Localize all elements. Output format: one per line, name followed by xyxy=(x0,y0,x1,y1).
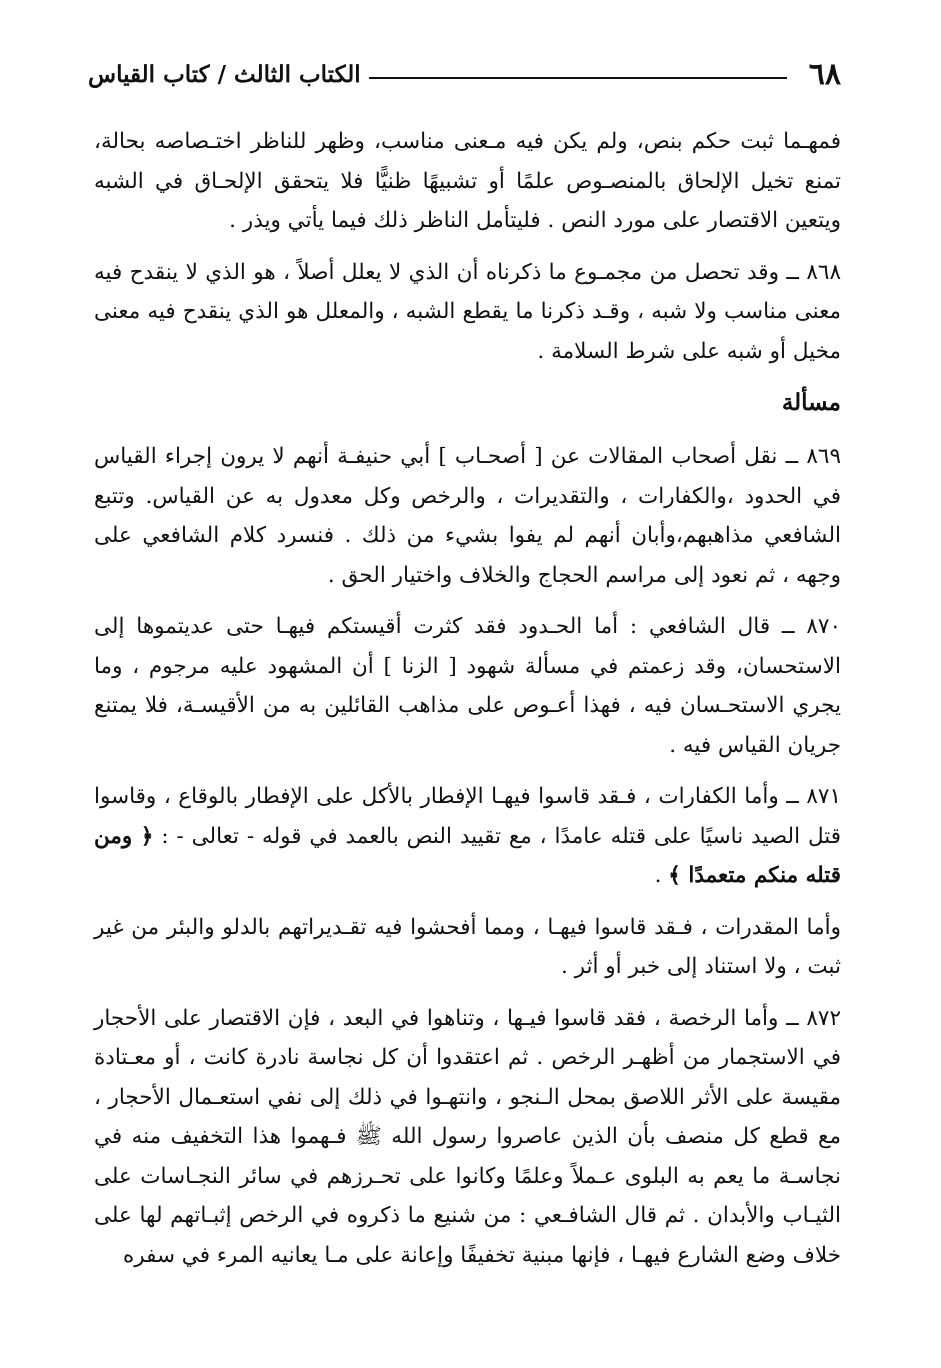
running-title: الكتاب الثالث / كتاب القياس xyxy=(88,60,361,88)
paragraph-872: ٨٧٢ ــ وأما الرخصة ، فقد قاسوا فيـها ، وتناهوا في البعد ، فإن الاقتصار على الأحجار في الاستجمار من أظهـر الرخص . ثم اعتقدوا أن كل نجاسة نادرة كانت ، أو معـتادة مقيسة على الأثر اللاصق بمحل الـنجو ، وانتهـوا في ذلك إلى نفي استعـمال الأحجار ، مع قطع كل منصف بأن الذين عاصروا رسول الله ﷺ فـهموا هذا التخفيف منه في نجاسـة ما يعم به البلوى عـملاً وعلمًا وكانوا على تحـرزهم في سائر النجـاسات على الثيـاب والأبدان . ثم قال الشافـعي : من شنيع ما ذكروه في الرخص إثبـاتهم لها على خلاف وضع الشارع فيهـا ، فإنها مبنية تخفيفًا وإعانة على مـا يعانيه المرء في سفره xyxy=(94,1005,841,1268)
page-number: ٦٨ xyxy=(808,56,841,92)
section-heading: مسألة xyxy=(781,389,841,416)
page-body xyxy=(94,122,841,1287)
paragraph-871 xyxy=(94,777,841,896)
paragraph-868: ٨٦٨ ــ وقد تحصل من مجمـوع ما ذكرناه أن الذي لا يعلل أصلاً ، هو الذي لا ينقدح فيه معنى مناسب ولا شبه ، وقـد ذكرنا ما يقطع الشبه ، والمعلل هو الذي ينقدح فيه معنى مخيل أو شبه على شرط السلامة . xyxy=(94,259,841,364)
paragraph-871-text: ٨٧١ ــ وأما الكفارات ، فـقد قاسوا فيهـا الإفطار بالأكل على الإفطار بالوقاع ، وقاسوا قتل الصيد ناسيًا على قتله عامدًا ، مع تقييد النص بالعمد في قوله - تعالى - : xyxy=(94,784,841,849)
quran-quote: ﴿ ومن قتله منكم متعمدًا ﴾ xyxy=(94,823,841,888)
paragraph-intro: فمهـما ثبت حكم بنص، ولم يكن فيه مـعنى مناسب، وظهر للناظر اختـصاصه بحالة، تمنع تخيل الإلحاق بالمنصـوص علمًا أو تشبيهًا ظنيًّا فلا يتحقق الإلحـاق في الشبه ويتعين الاقتصار على مورد النص . فليتأمل الناظر ذلك فيما يأتي ويذر . xyxy=(94,129,841,233)
paragraph-measures: وأما المقدرات ، فـقد قاسوا فيهـا ، ومما أفحشوا فيه تقـديراتهم بالدلو والبئر من غير ثبت ، ولا استناد إلى خبر أو أثر . xyxy=(94,914,841,979)
paragraph-870: ٨٧٠ ــ قال الشافعي : أما الحـدود فقد كثرت أقيستكم فيهـا حتى عديتموها إلى الاستحسان، وقد زعمتم في مسألة شهود [ الزنا ] أن المشهود عليه مرجوم ، وما يجري الاستحـسان فيه ، فهذا أعـوص على مذاهب القائلين به من الأقيسـة، فلا يمتنع جريان القياس فيه . xyxy=(94,614,841,758)
header-rule xyxy=(369,77,787,79)
paragraph-871-end: . xyxy=(654,863,669,888)
page-header xyxy=(88,50,841,98)
paragraph-869: ٨٦٩ ــ نقل أصحاب المقالات عن [ أصحـاب ] أبي حنيفـة أنهم لا يرون إجراء القياس في الحدود ،والكفارات ، والتقديرات ، والرخص وكل معدول به عن القياس. وتتبع الشافعي مذاهبهم،وأبان أنهم لم يفوا بشيء من ذلك . فنسرد كلام الشافعي على وجهه ، ثم نعود إلى مراسم الحجاج والخلاف واختيار الحق . xyxy=(94,444,841,588)
